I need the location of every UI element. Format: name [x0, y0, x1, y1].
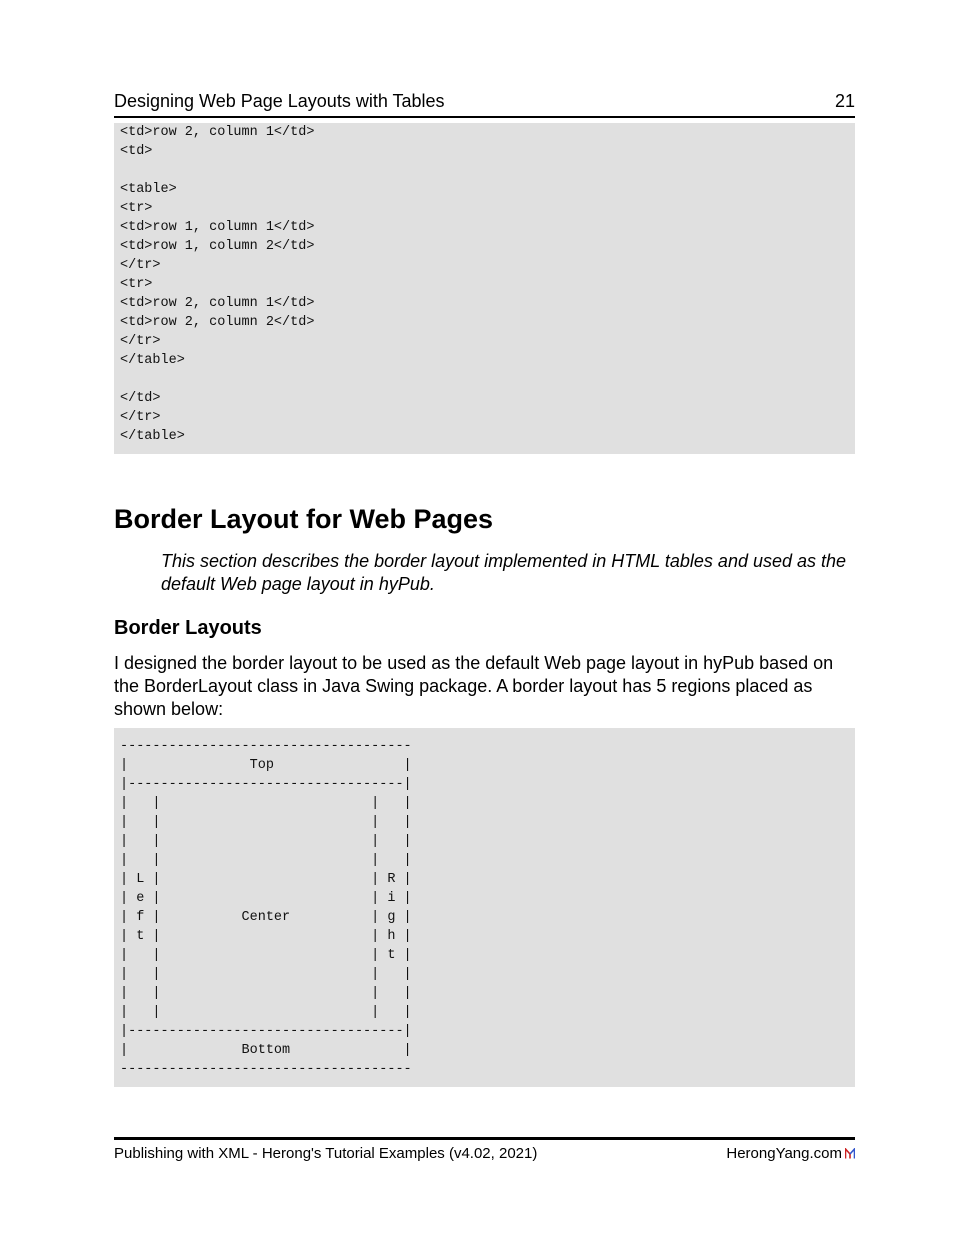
footer-book-title: Publishing with XML - Herong's Tutorial Examples (v4.02, 2021) — [114, 1145, 538, 1162]
code-block-border-layout-diagram: ------------------------------------ | Top | |----------------------------------| | | | | | | | | | | | | | | | | | L | | R | | e | | i | | f | Center | g | | t | | h | | | | t | | | | | | | | | | | | | |----------------------------------| | Bottom | ------------------------------------ — [114, 728, 855, 1087]
body-paragraph: I designed the border layout to be used as the default Web page layout in hyPub based on the BorderLayout class in Java Swing package. A border layout has 5 regions placed as shown below: — [114, 653, 834, 719]
footer-site-name: HerongYang.com — [726, 1145, 842, 1162]
footer-site — [726, 1144, 855, 1164]
running-title: Designing Web Page Layouts with Tables — [114, 91, 445, 111]
subsection-title: Border Layouts — [114, 617, 262, 639]
page-header — [114, 89, 855, 118]
code-block-html-table: <td>row 2, column 1</td> <td> <table> <tr> <td>row 1, column 1</td> <td>row 1, column 2</td> </tr> <tr> <td>row 2, column 1</td> <td>row 2, column 2</td> </tr> </table> </td> </tr> </table> — [114, 123, 855, 454]
section-abstract: This section describes the border layout implemented in HTML tables and used as the default Web page layout in hyPub. — [161, 551, 847, 594]
page-number: 21 — [834, 91, 855, 111]
herong-logo-icon — [845, 1148, 855, 1159]
page-footer — [114, 1137, 855, 1162]
section-title: Border Layout for Web Pages — [114, 504, 494, 534]
